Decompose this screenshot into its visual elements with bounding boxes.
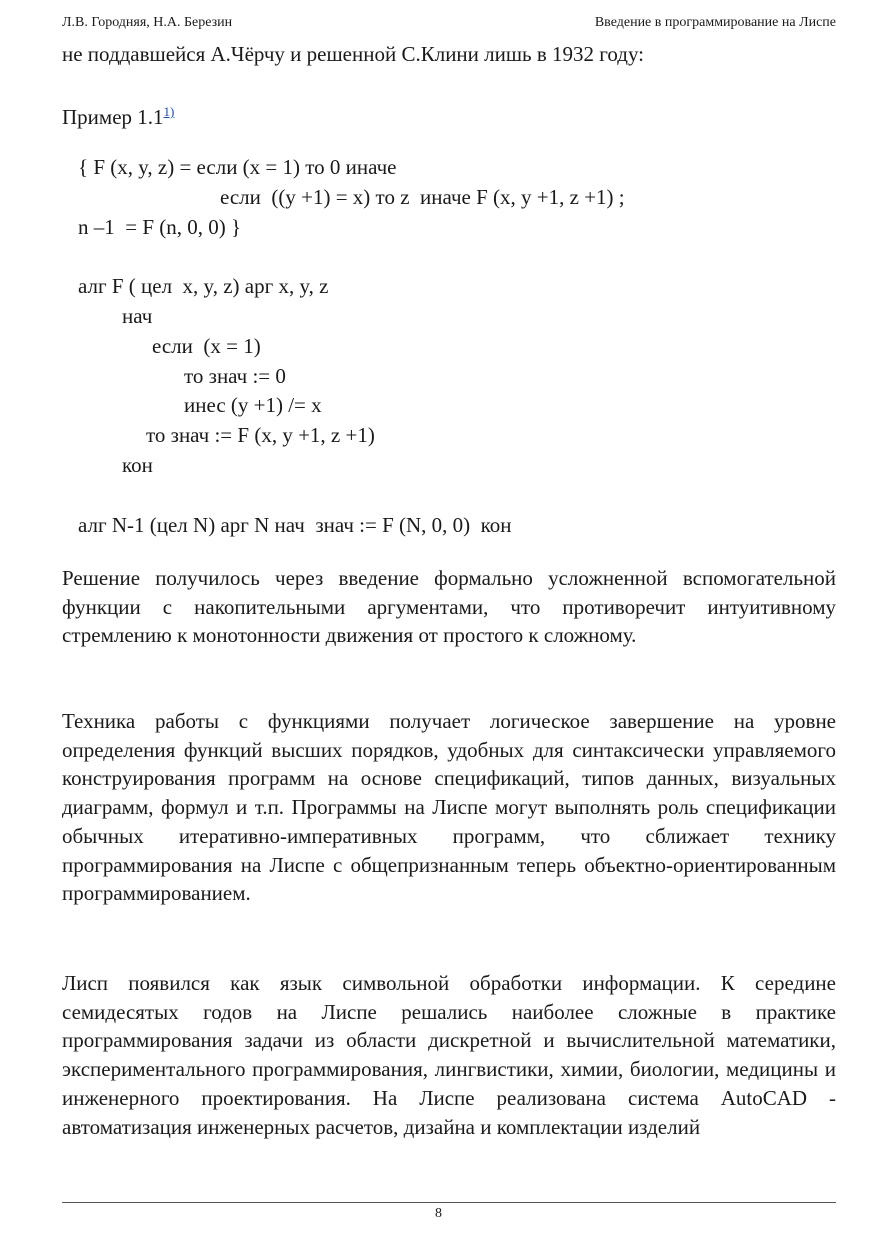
code-line: n –1 = F (n, 0, 0) } [78, 215, 242, 239]
footnote-ref-link[interactable]: 1) [163, 104, 175, 119]
code-line: если (x = 1) [152, 334, 261, 358]
header-book-title: Введение в программирование на Лиспе [594, 15, 836, 30]
page-header [62, 15, 836, 35]
intro-line: не поддавшейся А.Чёрчу и решенной С.Клини лишь в 1932 году: [62, 42, 645, 66]
paragraph-1 [62, 564, 836, 650]
code-line: нач [122, 304, 153, 328]
header-authors: Л.В. Городняя, Н.А. Березин [62, 15, 233, 30]
code-line: если ((y +1) = x) то z иначе F (x, y +1, z +1) ; [220, 185, 625, 209]
example-label-text: Пример 1.1 [62, 105, 164, 129]
code-line: то знач := 0 [184, 364, 286, 388]
paragraph-2 [62, 707, 836, 908]
code-line: алг F ( цел x, y, z) арг x, y, z [78, 274, 329, 298]
code-line: то знач := F (x, y +1, z +1) [146, 423, 375, 447]
paragraph-text: Решение получилось через введение формально усложненной вспомогательной функции с накопительными аргументами, что противоречит интуитивному стремлению к монотонности движения от простого к сложному. [62, 566, 836, 648]
footer-divider [62, 1202, 836, 1203]
paragraph-text: Техника работы с функциями получает логическое завершение на уровне определения функций высших порядков, удобных для синтаксически управляемого конструирования программ на основе спецификаций, типов данных, визуальных диаграмм, формул и т.п. Программы на Лиспе могут выполнять роль спецификации обычных итеративно-императивных программ, что сближает технику программирования на Лиспе с общепризнанным теперь объектно-ориентированным программированием. [62, 709, 836, 906]
example-label [62, 98, 174, 131]
paragraph-text: Лисп появился как язык символьной обработки информации. К середине семидесятых годов на Лиспе решались наиболее сложные в практике программирования задачи из области дискретной и вычислительной математики, экспериментального программирования, лингвистики, химии, биологии, медицины и инженерного проектирования. На Лиспе реализована система AutoCAD - автоматизация инженерных расчетов, дизайна и комплектации изделий [62, 971, 836, 1139]
code-line: { F (x, y, z) = если (x = 1) то 0 иначе [78, 155, 397, 179]
code-line: инес (y +1) /= x [184, 393, 322, 417]
paragraph-3 [62, 969, 836, 1141]
page-number: 8 [435, 1206, 442, 1221]
code-line: кон [122, 453, 153, 477]
code-line: алг N-1 (цел N) арг N нач знач := F (N, 0, 0) кон [78, 513, 512, 537]
